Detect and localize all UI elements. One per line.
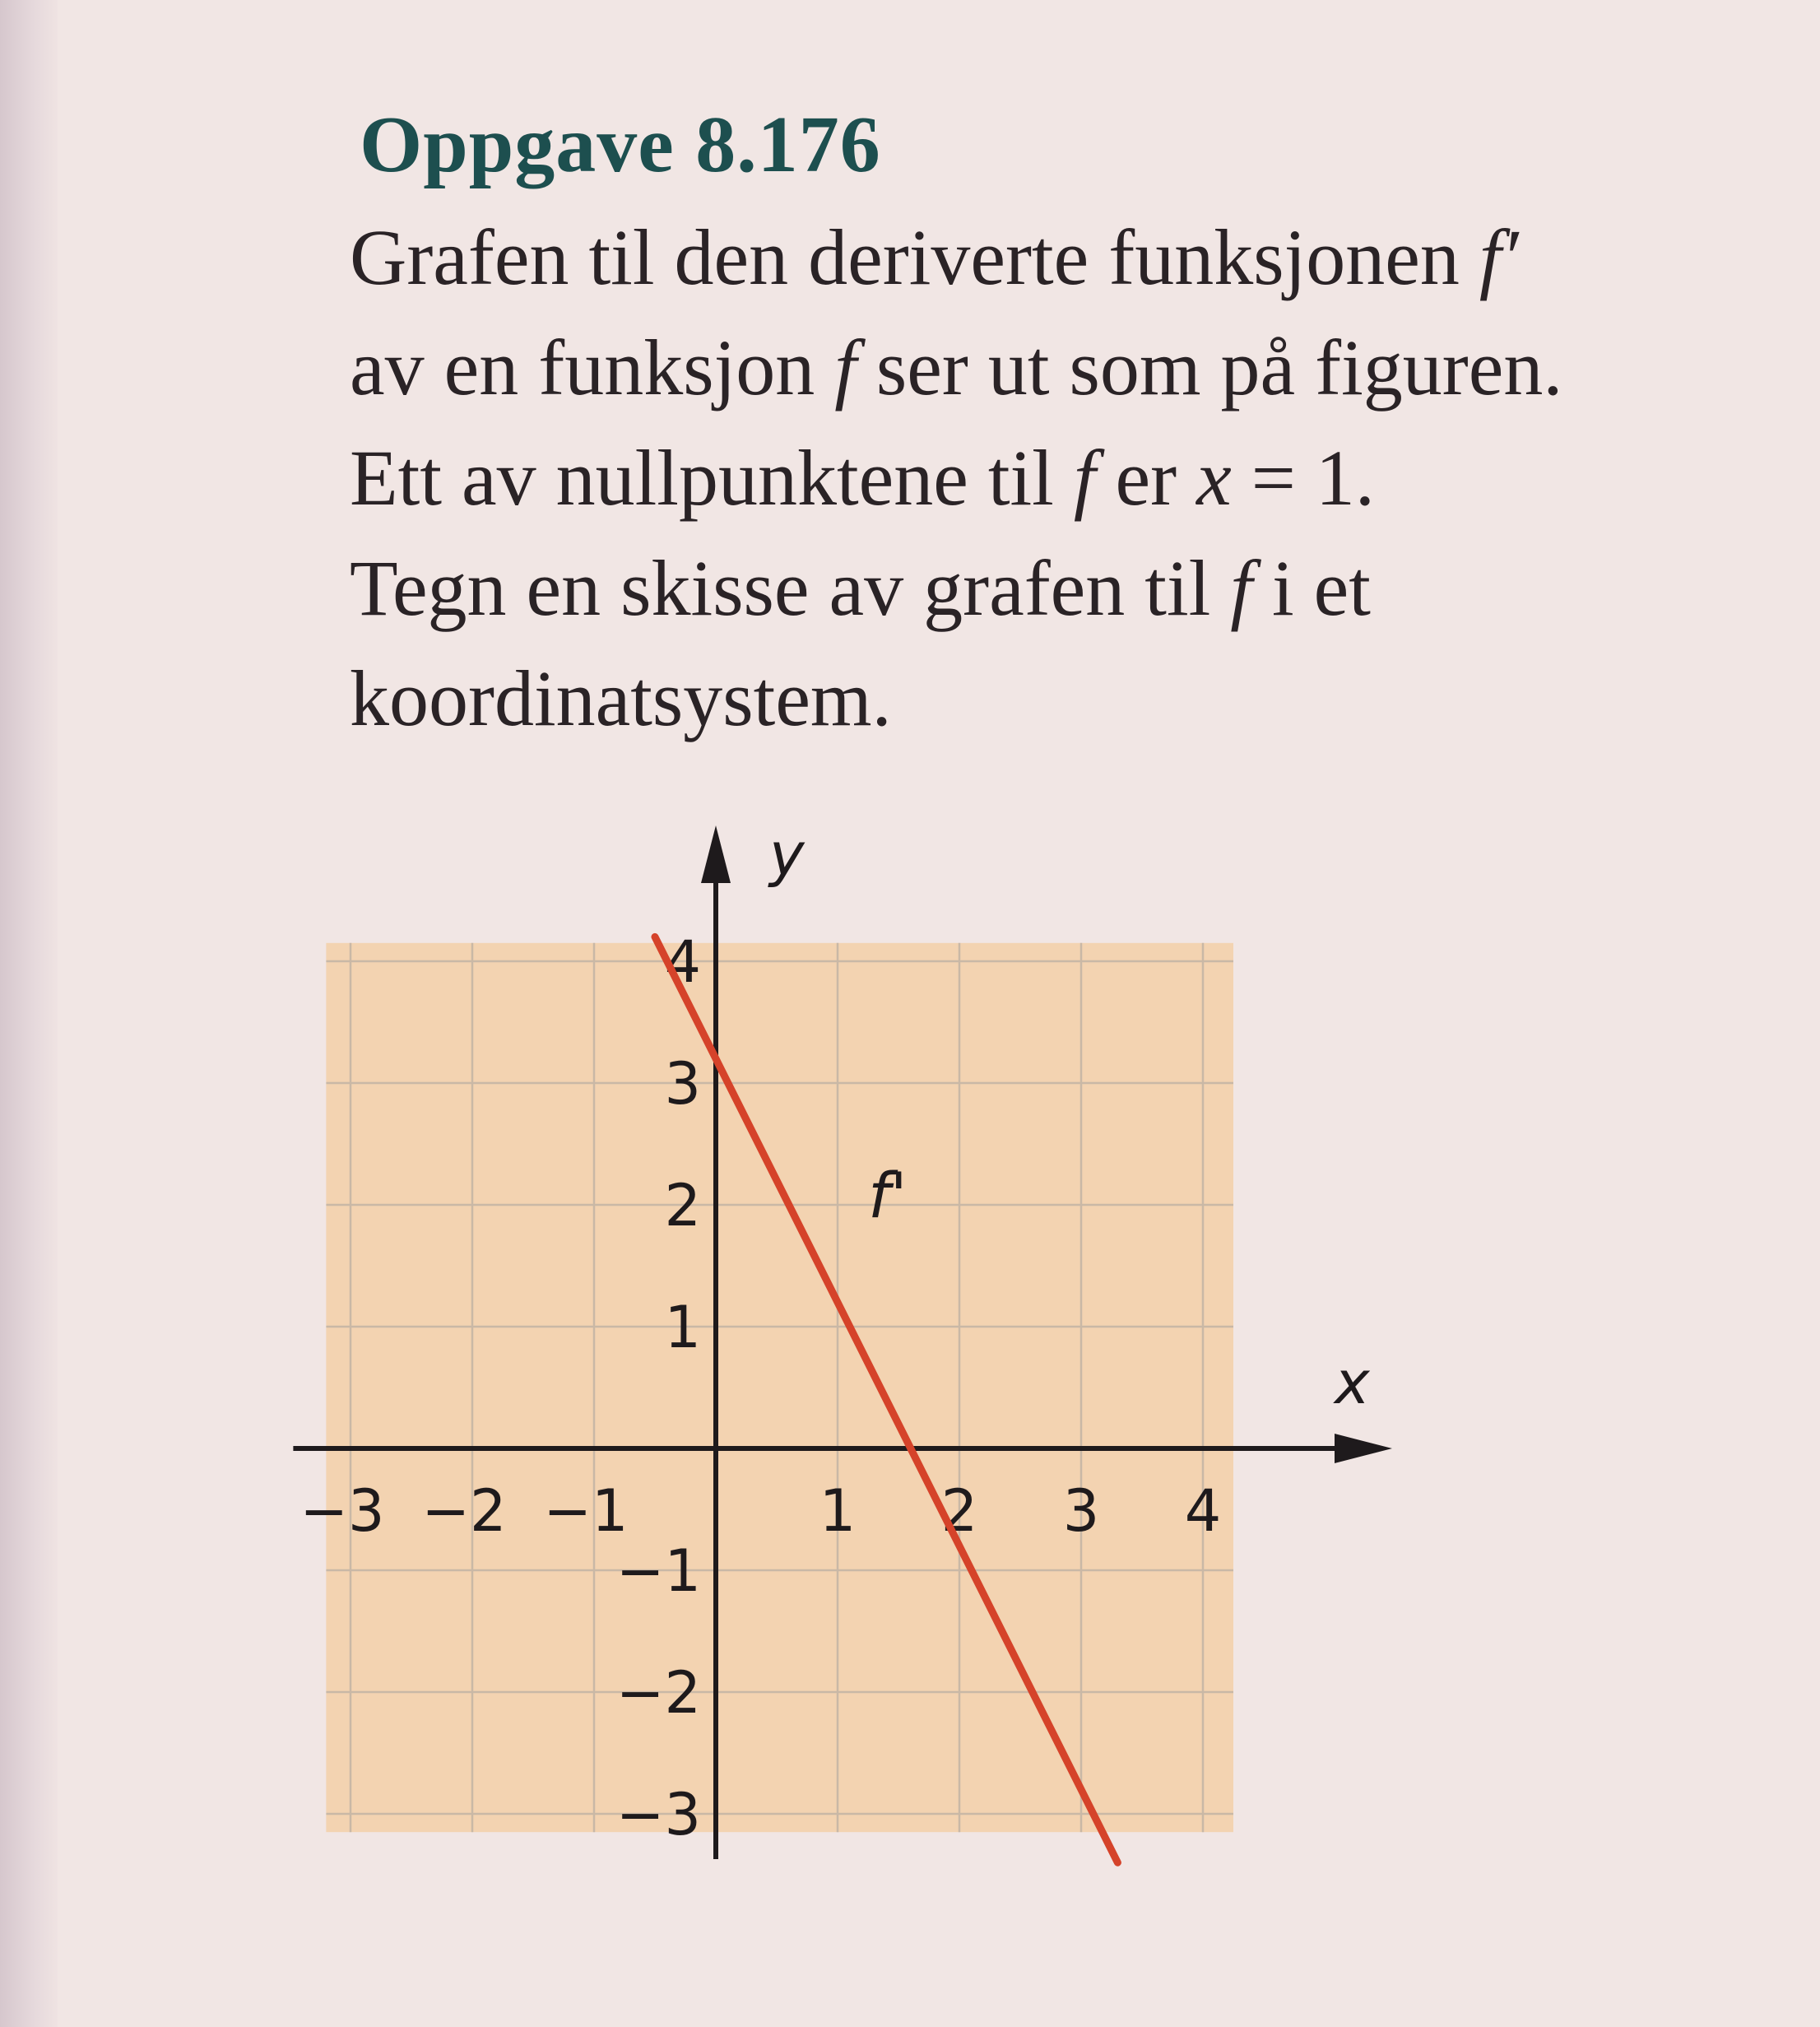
task-line-3-mid: er xyxy=(1095,434,1197,522)
curve-label-f-prime: f' xyxy=(868,1158,908,1232)
y-tick-label: 1 xyxy=(664,1294,701,1361)
variable-symbol: x xyxy=(1196,434,1232,522)
grid-background xyxy=(326,943,1233,1832)
y-tick-label: 4 xyxy=(664,928,701,996)
task-line-2-pre: av en funksjon xyxy=(350,323,835,411)
task-line-2 xyxy=(350,313,1707,423)
x-tick-label: 4 xyxy=(1184,1477,1222,1545)
x-axis-label: x xyxy=(1335,1348,1370,1417)
y-axis-arrow-icon xyxy=(701,825,731,883)
y-tick-label: 2 xyxy=(664,1172,701,1239)
task-line-4 xyxy=(350,533,1707,644)
y-tick-label: −1 xyxy=(615,1537,701,1605)
page-edge xyxy=(0,0,58,2027)
chart-svg xyxy=(299,790,1399,1893)
task-line-1-text: Grafen til den deriverte funksjonen xyxy=(350,213,1479,301)
y-tick-label: −3 xyxy=(615,1781,701,1848)
task-text xyxy=(350,202,1707,754)
x-tick-label: −3 xyxy=(299,1477,385,1545)
x-tick-label: 2 xyxy=(940,1477,978,1545)
task-line-5: koordinatsystem. xyxy=(350,654,892,742)
function-symbol: f xyxy=(834,323,857,411)
x-tick-label: 3 xyxy=(1062,1477,1100,1545)
task-title: Oppgave 8.176 xyxy=(360,100,881,189)
y-axis-label: y xyxy=(769,820,805,889)
function-symbol: f xyxy=(1073,434,1096,522)
derivative-chart xyxy=(299,790,1399,1893)
x-tick-label: −2 xyxy=(421,1477,507,1545)
task-line-2-post: ser ut som på figuren. xyxy=(856,323,1563,411)
task-block xyxy=(350,99,1707,754)
y-tick-label: 3 xyxy=(664,1050,701,1118)
task-line-1 xyxy=(350,202,1707,313)
function-symbol: f xyxy=(1230,544,1252,632)
task-line-3-post: = 1. xyxy=(1231,434,1375,522)
x-axis-arrow-icon xyxy=(1335,1434,1392,1463)
derivative-symbol: f′ xyxy=(1479,213,1519,301)
task-line-3-pre: Ett av nullpunktene til xyxy=(350,434,1074,522)
x-tick-label: 1 xyxy=(819,1477,857,1545)
task-line-3 xyxy=(350,423,1707,533)
y-tick-label: −2 xyxy=(615,1659,701,1727)
task-line-4-pre: Tegn en skisse av grafen til xyxy=(350,544,1231,632)
task-line-4-post: i et xyxy=(1251,544,1371,632)
x-tick-label: −1 xyxy=(543,1477,629,1545)
